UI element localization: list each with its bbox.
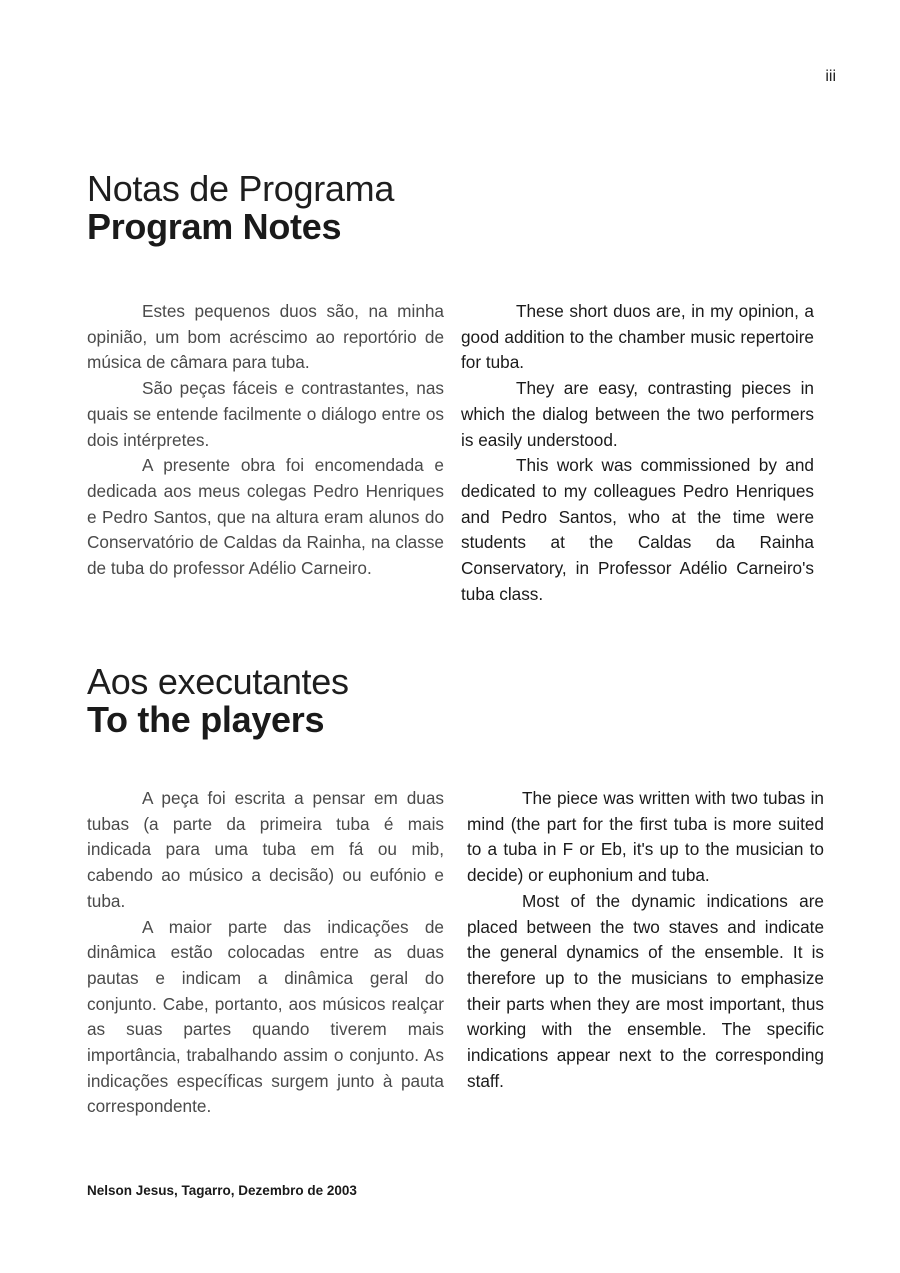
paragraph: This work was commissioned by and dedicated to my colleagues Pedro Henriques and Pedro Santos, who at the time were students at the Caldas da Rainha Conservatory, in Professor Adélio Carneiro's tuba class.	[461, 455, 814, 604]
paragraph: The piece was written with two tubas in mind (the part for the first tuba is more suited to a tuba in F or Eb, it's up to the musician to decide) or euphonium and tuba.	[467, 788, 824, 886]
paragraph: Most of the dynamic indications are placed between the two staves and indicate the general dynamics of the ensemble. It is therefore up to the musicians to emphasize their parts when they are most important, thus working with the ensemble. The specific indications appear next to the corresponding staff.	[467, 890, 824, 1091]
heading-english: To the players	[87, 699, 325, 740]
author-signature-line: Nelson Jesus, Tagarro, Dezembro de 2003	[87, 1183, 357, 1198]
paragraph: Estes pequenos duos são, na minha opinião, um bom acréscimo ao reportório de música de câmara para tuba.	[87, 301, 444, 373]
section-heading-to-the-players	[87, 663, 827, 739]
heading-portuguese: Notas de Programa	[87, 168, 395, 209]
paragraph: These short duos are, in my opinion, a good addition to the chamber music repertoire for tuba.	[461, 301, 814, 373]
paragraph: A peça foi escrita a pensar em duas tubas (a parte da primeira tuba é mais indicada para uma tuba em fá ou mib, cabendo ao músico a decisão) ou eufónio e tuba.	[87, 788, 444, 911]
players-portuguese-column	[87, 786, 444, 1120]
players-english-column	[467, 786, 824, 1094]
paragraph: A maior parte das indicações de dinâmica estão colocadas entre as duas pautas e indicam a dinâmica geral do conjunto. Cabe, portanto, aos músicos realçar as suas partes quando tiverem mais importância, trabalhando assim o conjunto. As indicações específicas surgem junto à pauta correspondente.	[87, 916, 444, 1117]
paragraph: A presente obra foi encomendada e dedicada aos meus colegas Pedro Henriques e Pedro Santos, que na altura eram alunos do Conservatório de Caldas da Rainha, na classe de tuba do professor Adélio Carneiro.	[87, 455, 444, 579]
paragraph: São peças fáceis e contrastantes, nas quais se entende facilmente o diálogo entre os dois intérpretes.	[87, 378, 444, 450]
paragraph: They are easy, contrasting pieces in which the dialog between the two performers is easily understood.	[461, 378, 814, 450]
heading-english: Program Notes	[87, 206, 342, 247]
page-number: iii	[825, 68, 836, 85]
program-notes-english-column	[461, 299, 814, 607]
heading-portuguese: Aos executantes	[87, 661, 349, 702]
program-notes-portuguese-column	[87, 299, 444, 582]
section-heading-program-notes	[87, 170, 827, 246]
